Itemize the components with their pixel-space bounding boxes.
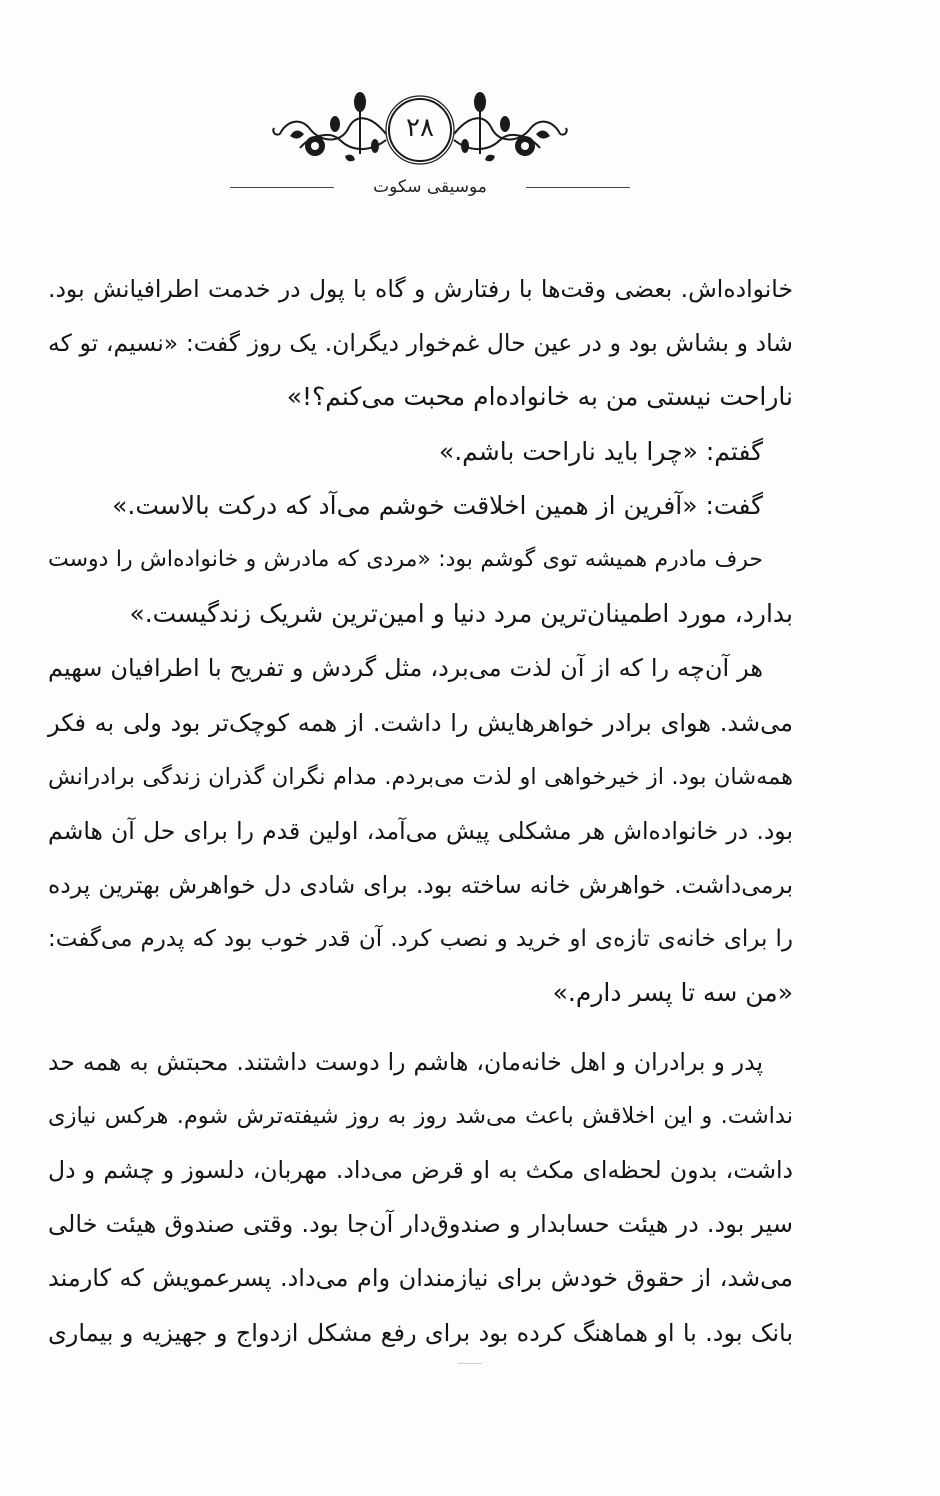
text-line: «من سه تا پسر دارم.» [552,978,793,1008]
title-rule-left [230,187,334,188]
text-line: بدارد، مورد اطمینان‌ترین مرد دنیا و امین‌ترین شریک زندگیست.» [129,599,793,629]
running-title: موسیقی سکوت [373,177,487,197]
paragraph-gap [48,1021,793,1035]
text-line: شاد و بشاش بود و در عین حال غم‌خوار دیگران. یک روز گفت: «نسیم، تو که [48,329,793,358]
text-line: خانواده‌اش. بعضی وقت‌ها با رفتارش و گاه با پول در خدمت اطرافیانش بود. [48,275,793,303]
page-body [48,262,793,1360]
text-line: برمی‌داشت. خواهرش خانه ساخته بود. برای شادی دل خواهرش بهترین پرده [48,871,793,900]
text-line: می‌شد. هوای برادر خواهرهایش را داشت. از همه کوچک‌تر بود ولی به فکر [48,708,793,737]
text-line: ناراحت نیستی من به خانواده‌ام محبت می‌کنم؟!» [286,382,793,412]
text-line: بانک بود. با او هماهنگ کرده بود برای رفع مشکل ازدواج و جهیزیه و بیماری [48,1318,793,1347]
text-line: سیر بود. در هیئت حسابدار و صندوق‌دار آن‌جا بود. وقتی صندوق هیئت خالی [48,1210,793,1239]
text-line: پدر و برادران و اهل خانه‌مان، هاشم را دوست داشتند. محبتش به همه حد [48,1047,763,1076]
text-line: هر آن‌چه را که از آن لذت می‌برد، مثل گردش و تفریح با اطرافیان سهیم [48,654,763,683]
text-line: حرف مادرم همیشه توی گوشم بود: «مردی که مادرش و خانواده‌اش را دوست [48,546,763,572]
footer-mark [458,1363,482,1364]
text-line: را برای خانه‌ی تازه‌ی او خرید و نصب کرد. آن قدر خوب بود که پدرم می‌گفت: [48,926,793,953]
text-line: نداشت. و این اخلاقش باعث می‌شد روز به روز شیفته‌ترش شوم. هرکس نیازی [48,1102,793,1129]
text-line: بود. در خانواده‌اش هر مشکلی پیش می‌آمد، اولین قدم را برای حل آن هاشم [48,816,793,845]
title-rule-right [526,187,630,188]
text-line: می‌شد، از حقوق خودش برای نیازمندان وام می‌داد. پسرعمویش که کارمند [48,1264,793,1293]
text-line: داشت، بدون لحظه‌ای مکث به او قرض می‌داد. مهربان، دلسوز و چشم و دل [48,1156,793,1184]
text-line: همه‌شان بود. از خیرخواهی او لذت می‌بردم. مدام نگران گذران زندگی برادرانش [48,763,793,790]
page-number: ۲۸ [406,113,434,143]
text-line: گفت: «آفرین از همین اخلاقت خوشم می‌آد که درکت بالاست.» [112,490,763,520]
running-title-row [230,174,630,204]
text-line: گفتم: «چرا باید ناراحت باشم.» [438,436,763,466]
